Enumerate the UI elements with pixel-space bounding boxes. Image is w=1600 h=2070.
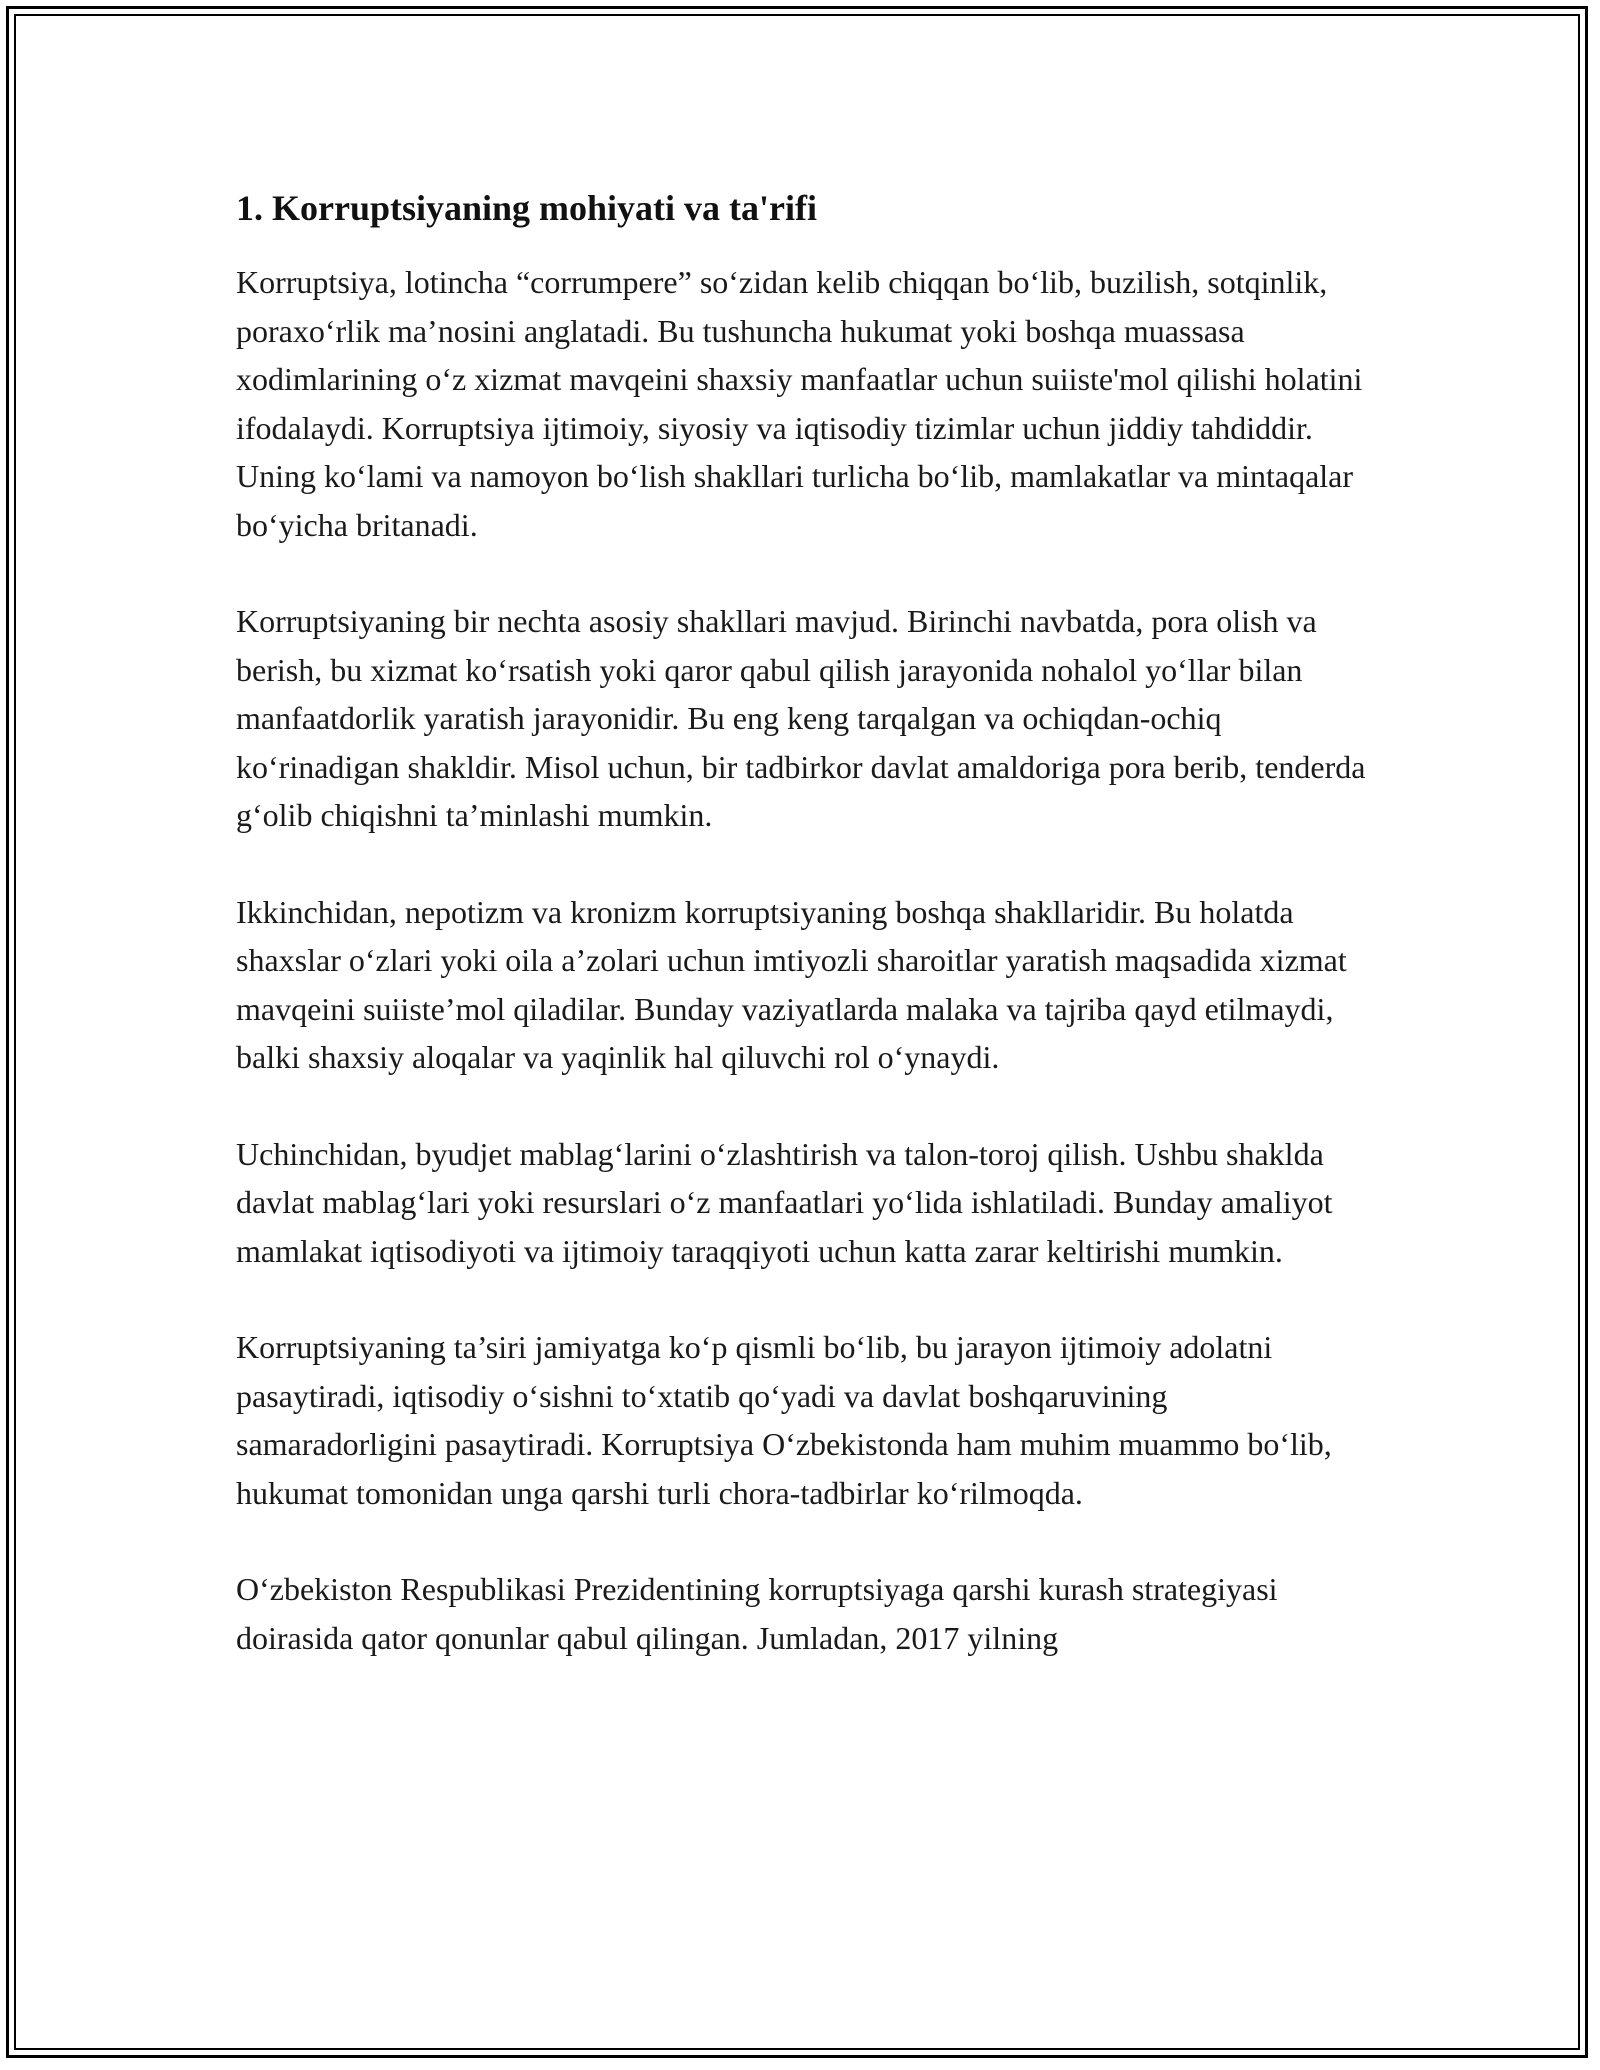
paragraph-impact: Korruptsiyaning ta’siri jamiyatga ko‘p qismli bo‘lib, bu jarayon ijtimoiy adolatni pasaytiradi, iqtisodiy o‘sishni to‘xtatib qo‘yadi va davlat boshqaruvining samaradorligini pasaytiradi. Korruptsiya O‘zbekistonda ham muhim muammo bo‘lib, hukumat tomonidan unga qarshi turli chora-tadbirlar ko‘rilmoqda. [236,1329,1332,1511]
document-body [236,186,1376,1710]
section-heading: 1. Korruptsiyaning mohiyati va ta'rifi [236,188,818,228]
paragraph-strategy: O‘zbekiston Respublikasi Prezidentining korruptsiyaga qarshi kurash strategiyasi doirasida qator qonunlar qabul qilingan. Jumladan, 2017 yilning [236,1571,1278,1656]
paragraph-definition: Korruptsiya, lotincha “corrumpere” so‘zidan kelib chiqqan bo‘lib, buzilish, sotqinlik, poraxo‘rlik ma’nosini anglatadi. Bu tushuncha hukumat yoki boshqa muassasa xodimlarining o‘z xizmat mavqeini shaxsiy manfaatlar uchun suiiste'mol qilishi holatini ifodalaydi. Korruptsiya ijtimoiy, siyosiy va iqtisodiy tizimlar uchun jiddiy tahdiddir. Uning ko‘lami va namoyon bo‘lish shakllari turlicha bo‘lib, mamlakatlar va mintaqalar bo‘yicha britanadi. [236,264,1363,543]
paragraph-forms-bribery: Korruptsiyaning bir nechta asosiy shakllari mavjud. Birinchi navbatda, pora olish va berish, bu xizmat ko‘rsatish yoki qaror qabul qilish jarayonida nohalol yo‘llar bilan manfaatdorlik yaratish jarayonidir. Bu eng keng tarqalgan va ochiqdan-ochiq ko‘rinadigan shakldir. Misol uchun, bir tadbirkor davlat amaldoriga pora berib, tenderda g‘olib chiqishni ta’minlashi mumkin. [236,603,1366,833]
paragraph-embezzlement: Uchinchidan, byudjet mablag‘larini o‘zlashtirish va talon-toroj qilish. Ushbu shaklda davlat mablag‘lari yoki resurslari o‘z manfaatlari yo‘lida ishlatiladi. Bunday amaliyot mamlakat iqtisodiyoti va ijtimoiy taraqqiyoti uchun katta zarar keltirishi mumkin. [236,1135,1333,1269]
paragraph-nepotism: Ikkinchidan, nepotizm va kronizm korruptsiyaning boshqa shakllaridir. Bu holatda shaxslar o‘zlari yoki oila a’zolari uchun imtiyozli sharoitlar yaratish maqsadida xizmat mavqeini suiiste’mol qiladilar. Bunday vaziyatlarda malaka va tajriba qayd etilmaydi, balki shaxsiy aloqalar va yaqinlik hal qiluvchi rol o‘ynaydi. [236,893,1347,1075]
